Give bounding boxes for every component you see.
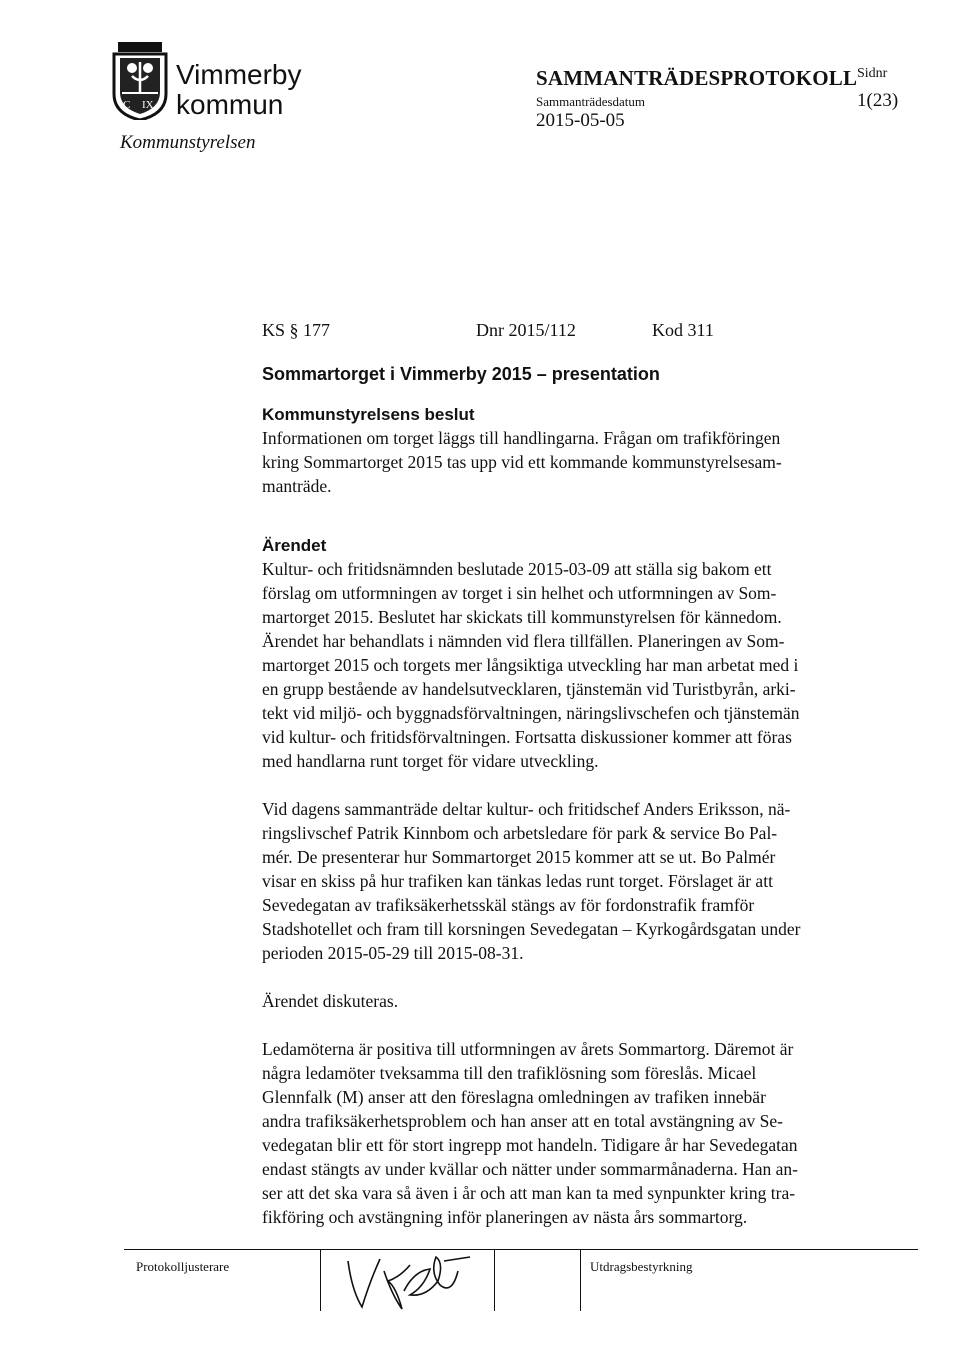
- paragraph-spacer: [262, 773, 892, 797]
- municipal-crest-icon: [112, 42, 168, 120]
- matter-paragraph-4: [262, 1037, 892, 1229]
- text-line: ringslivschef Patrik Kinnbom och arbetsledare för park & service Bo Pal-: [262, 823, 778, 843]
- text-line: Ärendet har behandlats i nämnden vid flera tillfällen. Planeringen av Som-: [262, 631, 785, 651]
- svg-text:IX: IX: [142, 99, 154, 111]
- text-line: Ärendet diskuteras.: [262, 991, 399, 1011]
- protocol-body: [262, 318, 892, 1229]
- text-line: andra trafiksäkerhetsproblem och han anser att en total avstängning av Se-: [262, 1111, 783, 1131]
- text-line: fikföring och avstängning inför planeringen av nästa års sommartorg.: [262, 1207, 748, 1227]
- signature-footer: [124, 1249, 918, 1319]
- adjuster-label: Protokolljusterare: [136, 1259, 230, 1274]
- text-line: Ledamöterna är positiva till utformningen av årets Sommartorg. Däremot är: [262, 1039, 794, 1059]
- text-line: mér. De presenterar hur Sommartorget 2015 kommer att se ut. Bo Palmér: [262, 847, 776, 867]
- matter-paragraph-3: [262, 989, 892, 1013]
- text-line: visar en skiss på hur trafiken kan tänkas ledas runt torget. Förslaget är att: [262, 871, 773, 891]
- text-line: vid kultur- och fritidsförvaltningen. Fortsatta diskussioner kommer att föras: [262, 727, 792, 747]
- case-diary-number: Dnr 2015/112: [476, 320, 576, 340]
- handwritten-signature-icon: [340, 1251, 480, 1311]
- paragraph-spacer: [262, 1013, 892, 1037]
- document-title: SAMMANTRÄDESPROTOKOLL: [536, 66, 858, 90]
- text-line: Sevedegatan av trafiksäkerhetsskäl stängs av för fordonstrafik framför: [262, 895, 755, 915]
- page-number-label: Sidnr: [857, 66, 888, 81]
- matter-paragraph-2: [262, 797, 892, 965]
- footer-divider: [320, 1249, 321, 1311]
- text-line: vedegatan blir ett för stort ingrepp mot handeln. Tidigare år har Sevedegatan: [262, 1135, 798, 1155]
- matter-paragraph-1: [262, 557, 892, 773]
- matter-heading: Ärendet: [262, 536, 327, 555]
- footer-divider: [124, 1249, 918, 1250]
- org-name-line2: kommun: [176, 89, 284, 120]
- text-line: en grupp bestående av handelsutvecklaren, tjänstemän vid Turistbyrån, arki-: [262, 679, 796, 699]
- committee-name: Kommunstyrelsen: [120, 132, 256, 153]
- text-line: Stadshotellet och fram till korsningen Sevedegatan – Kyrkogårdsgatan under: [262, 919, 801, 939]
- text-line: förslag om utformningen av torget i sin helhet och utformningen av Som-: [262, 583, 777, 603]
- text-line: Glennfalk (M) anser att den föreslagna omledningen av trafiken innebär: [262, 1087, 766, 1107]
- organization-name: [176, 60, 302, 120]
- decision-heading: Kommunstyrelsens beslut: [262, 405, 475, 424]
- text-line: martorget 2015. Beslutet har skickats till kommunstyrelsen för kännedom.: [262, 607, 782, 627]
- text-line: tekt vid miljö- och byggnadsförvaltningen, näringslivschefen och tjänstemän: [262, 703, 800, 723]
- case-reference-line: [262, 318, 892, 342]
- decision-text: [262, 426, 892, 498]
- footer-divider: [580, 1249, 581, 1311]
- text-line: endast stängts av under kvällar och nätter under sommarmånaderna. Han an-: [262, 1159, 798, 1179]
- meeting-date-value: 2015-05-05: [536, 110, 625, 131]
- text-line: martorget 2015 och torgets mer långsiktiga utveckling har man arbetat med i: [262, 655, 799, 675]
- case-subject-heading: Sommartorget i Vimmerby 2015 – presentation: [262, 364, 660, 384]
- org-name-line1: Vimmerby: [176, 59, 302, 90]
- page-number-value: 1(23): [857, 90, 899, 111]
- case-paragraph-number: KS § 177: [262, 320, 331, 340]
- footer-divider: [494, 1249, 495, 1311]
- text-line: Informationen om torget läggs till handlingarna. Frågan om trafikföringen: [262, 428, 781, 448]
- text-line: Kultur- och fritidsnämnden beslutade 2015-03-09 att ställa sig bakom ett: [262, 559, 772, 579]
- paragraph-spacer: [262, 965, 892, 989]
- text-line: med handlarna runt torget för vidare utveckling.: [262, 751, 599, 771]
- text-line: kring Sommartorget 2015 tas upp vid ett kommande kommunstyrelsesam-: [262, 452, 782, 472]
- case-code: Kod 311: [652, 320, 714, 340]
- svg-text:C: C: [123, 99, 131, 111]
- meeting-date-label: Sammanträdesdatum: [536, 94, 646, 109]
- text-line: ser att det ska vara så även i år och att man kan ta med synpunkter kring tra-: [262, 1183, 796, 1203]
- text-line: Vid dagens sammanträde deltar kultur- och fritidschef Anders Eriksson, nä-: [262, 799, 791, 819]
- text-line: manträde.: [262, 476, 332, 496]
- text-line: perioden 2015-05-29 till 2015-08-31.: [262, 943, 524, 963]
- excerpt-certification-label: Utdragsbestyrkning: [590, 1259, 693, 1274]
- text-line: några ledamöter tveksamma till den trafiklösning som föreslås. Micael: [262, 1063, 757, 1083]
